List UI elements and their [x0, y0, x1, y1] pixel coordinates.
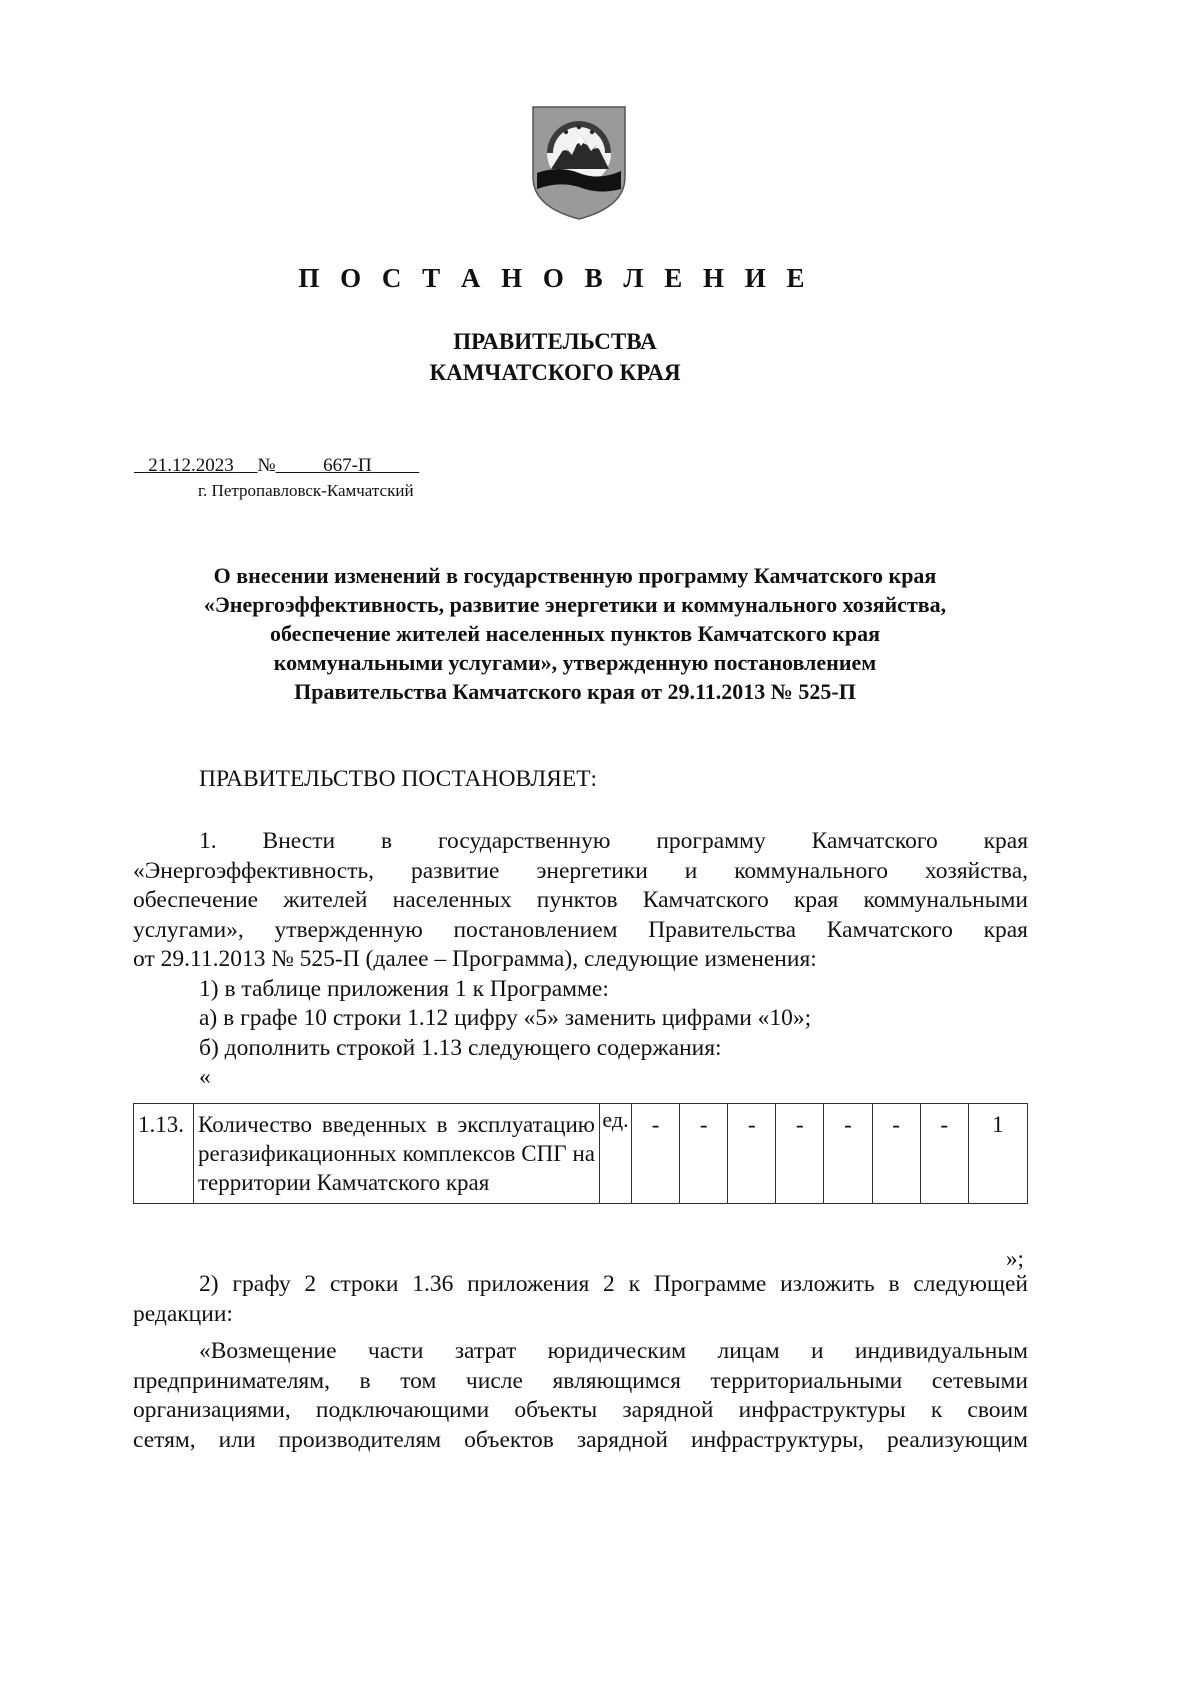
- row-number: 1.13.: [134, 1104, 194, 1204]
- table-row: [134, 1104, 1028, 1204]
- document-date: 21.12.2023: [148, 455, 234, 476]
- body-line: 2) графу 2 строки 1.36 приложения 2 к Программе изложить в следующей: [199, 1271, 1028, 1297]
- body-line: б) дополнить строкой 1.13 следующего содержания:: [199, 1034, 722, 1061]
- issuing-organization: [0, 326, 1110, 388]
- close-quote: »;: [1006, 1246, 1024, 1271]
- subject-line: О внесении изменений в государственную программу Камчатского края: [213, 563, 937, 588]
- value-cell: -: [872, 1104, 920, 1204]
- unit-cell: ед.: [600, 1104, 632, 1204]
- value-cell: -: [824, 1104, 872, 1204]
- date-number-line: [134, 454, 419, 478]
- body-line: «Энергоэффективность, развитие энергетики и коммунального хозяйства,: [133, 857, 1028, 884]
- org-line-1: ПРАВИТЕЛЬСТВА: [453, 329, 657, 354]
- document-place: г. Петропавловск-Камчатский: [198, 481, 414, 500]
- subject-line: обеспечение жителей населенных пунктов Камчатского края: [269, 621, 881, 646]
- body-line: предпринимателям, в том числе являющимся территориальными сетевыми: [133, 1367, 1028, 1394]
- value-cell: -: [680, 1104, 728, 1204]
- body-line: услугами», утвержденную постановлением Правительства Камчатского края: [133, 916, 1028, 943]
- value-cell: -: [728, 1104, 776, 1204]
- open-quote: «: [199, 1064, 211, 1090]
- body-line: редакции:: [133, 1300, 233, 1327]
- body-line: обеспечение жителей населенных пунктов Камчатского края коммунальными: [133, 887, 1028, 913]
- body-line: 1) в таблице приложения 1 к Программе:: [199, 975, 609, 1002]
- value-cell: 1: [968, 1104, 1027, 1204]
- value-cell: -: [632, 1104, 680, 1204]
- value-cell: -: [776, 1104, 824, 1204]
- resolves-heading: ПРАВИТЕЛЬСТВО ПОСТАНОВЛЯЕТ:: [199, 766, 598, 792]
- document-title: П О С Т А Н О В Л Е Н И Е: [298, 263, 812, 293]
- body-line: «Возмещение части затрат юридическим лицам и индивидуальным: [199, 1338, 1028, 1364]
- subject-line: «Энергоэффективность, развитие энергетики и коммунального хозяйства,: [203, 592, 947, 617]
- indicator-name: Количество введенных в эксплуатацию регазификационных комплексов СПГ на территории Камчатского края: [194, 1104, 600, 1204]
- coat-of-arms-icon: [529, 103, 629, 221]
- document-number: 667-П: [323, 455, 372, 476]
- org-line-2: КАМЧАТСКОГО КРАЯ: [429, 360, 681, 385]
- value-cell: -: [920, 1104, 968, 1204]
- subject-line: Правительства Камчатского края от 29.11.2013 № 525-П: [294, 679, 856, 704]
- body-line: 1. Внести в государственную программу Камчатского края: [199, 828, 1028, 854]
- subject-line: коммунальными услугами», утвержденную постановлением: [273, 650, 877, 675]
- body-line: а) в графе 10 строки 1.12 цифру «5» заменить цифрами «10»;: [199, 1005, 812, 1031]
- body-line: сетям, или производителям объектов зарядной инфраструктуры, реализующим: [133, 1426, 1028, 1453]
- item-1: [133, 827, 1028, 1093]
- body-line: организациями, подключающими объекты зарядной инфраструктуры к своим: [133, 1397, 1028, 1423]
- number-sign: №: [257, 455, 276, 476]
- body-line: от 29.11.2013 № 525-П (далее – Программа), следующие изменения:: [133, 946, 817, 972]
- document-subject: [120, 561, 1030, 706]
- amendment-table: [133, 1103, 1028, 1204]
- item-1-sub-2: [133, 1270, 1028, 1455]
